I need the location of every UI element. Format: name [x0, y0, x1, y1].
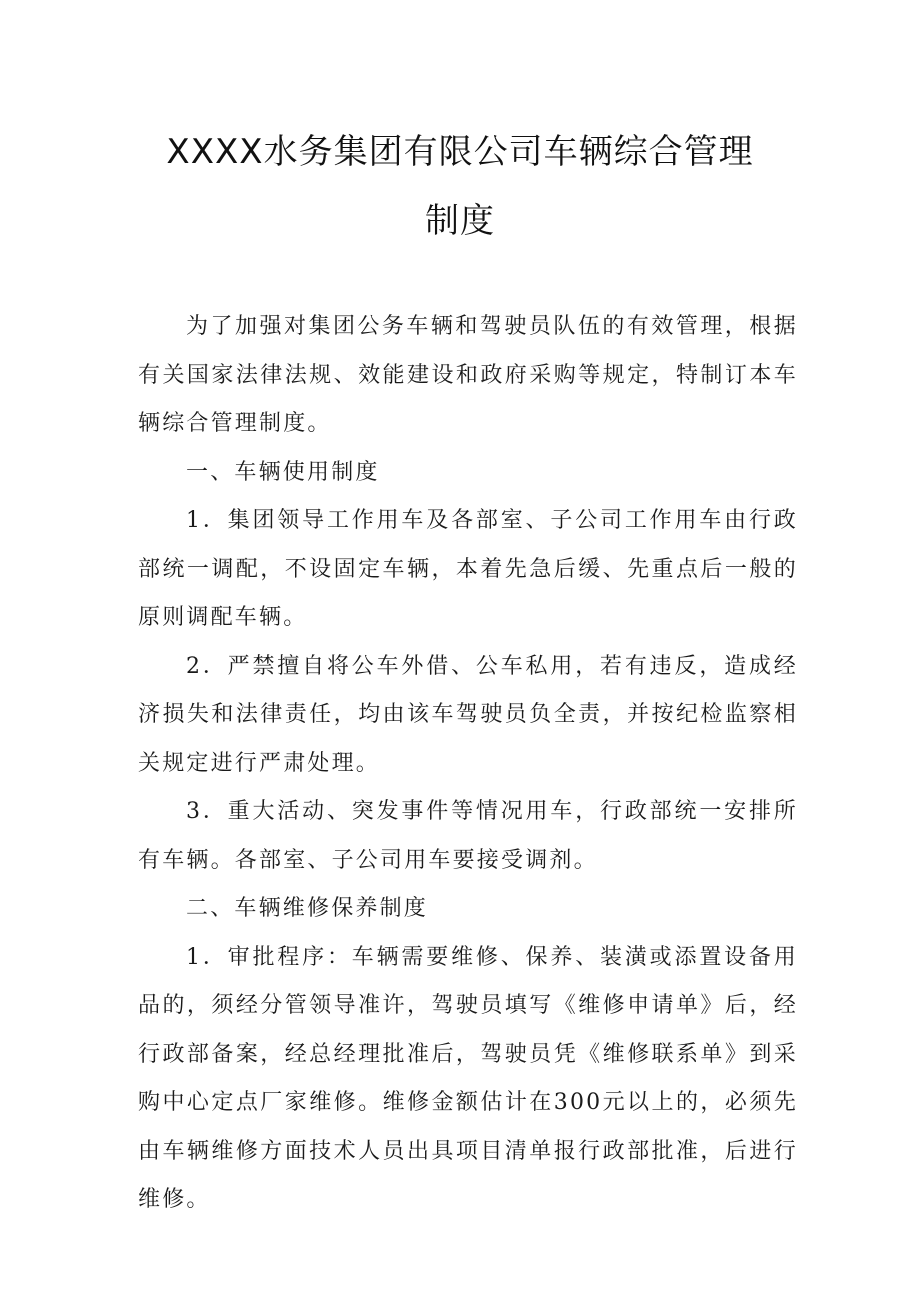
document-body — [138, 303, 798, 1225]
intro-paragraph: 为了加强对集团公务车辆和驾驶员队伍的有效管理，根据有关国家法律法规、效能建设和政府采购等规定，特制订本车辆综合管理制度。 — [138, 314, 798, 436]
clause-1-dispatch: 1．集团领导工作用车及各部室、子公司工作用车由行政部统一调配，不设固定车辆，本着先急后缓、先重点后一般的原则调配车辆。 — [138, 508, 798, 630]
clause-3-major-events: 3．重大活动、突发事件等情况用车，行政部统一安排所有车辆。各部室、子公司用车要接受调剂。 — [138, 799, 798, 873]
clause-2-prohibition: 2．严禁擅自将公车外借、公车私用，若有违反，造成经济损失和法律责任，均由该车驾驶员负全责，并按纪检监察相关规定进行严肃处理。 — [138, 653, 798, 776]
clause-1-approval-procedure: 1．审批程序：车辆需要维修、保养、装潢或添置设备用品的，须经分管领导准许，驾驶员填写《维修申请单》后，经行政部备案，经总经理批准后，驾驶员凭《维修联系单》到采购中心定点厂家维修。维修金额估计在300元以上的，必须先由车辆维修方面技术人员出具项目清单报行政部批准，后进行维修。 — [138, 944, 798, 1212]
section-heading-maintenance: 二、车辆维修保养制度 — [186, 896, 429, 921]
section-heading-vehicle-use: 一、车辆使用制度 — [186, 459, 380, 485]
document-title-line2: 制度 — [425, 201, 495, 241]
document-title-line1: XXXX水务集团有限公司车辆综合管理 — [166, 132, 754, 172]
